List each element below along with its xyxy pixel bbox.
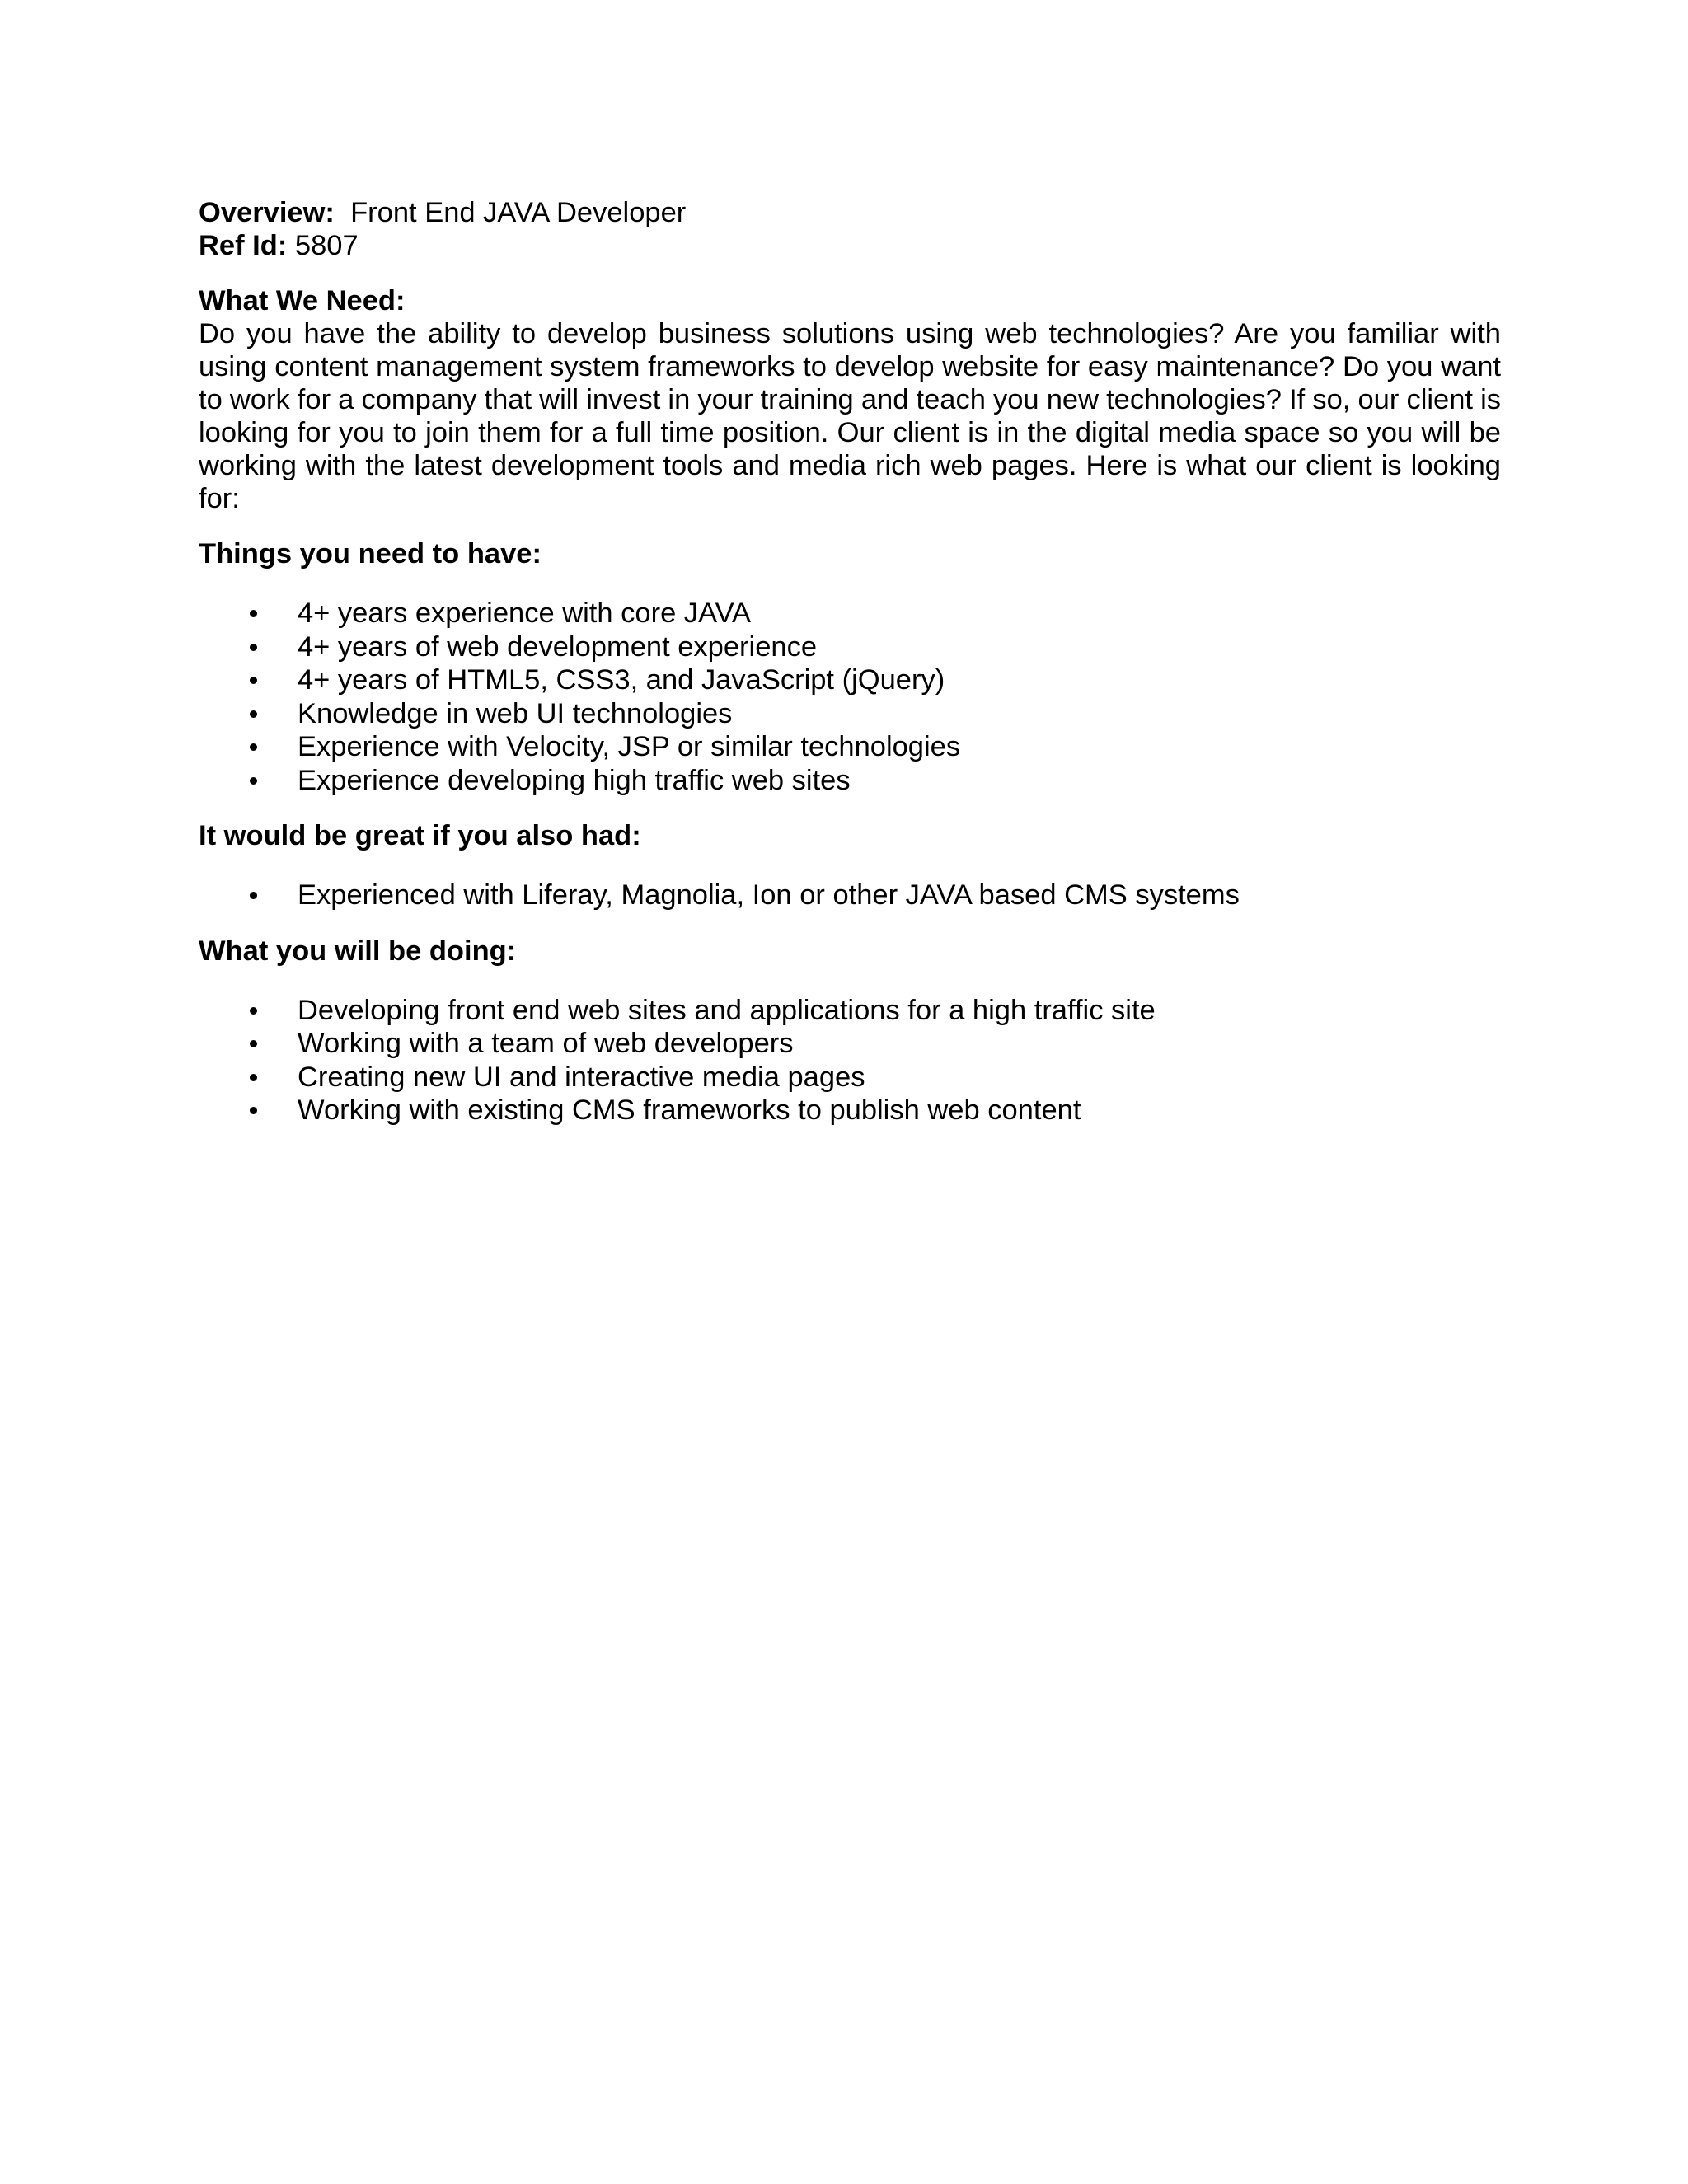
list-item: Working with existing CMS frameworks to publish web content [199,1094,1501,1127]
bullet-icon [250,777,257,785]
have-list [199,597,1501,797]
doing-list [199,994,1501,1127]
ref-line [199,229,1501,262]
list-item: Experience developing high traffic web sites [199,764,1501,798]
bullet-icon [250,677,257,684]
overview-label: Overview: [199,197,335,228]
bullet-icon [250,644,257,651]
bullet-icon [250,743,257,751]
have-heading: Things you need to have: [199,538,542,569]
great-list [199,879,1501,912]
overview-line [199,196,1501,229]
list-item: 4+ years of HTML5, CSS3, and JavaScript (jQuery) [199,663,1501,697]
bullet-icon [250,1040,257,1047]
list-item: 4+ years of web development experience [199,630,1501,664]
ref-value: 5807 [294,230,359,261]
overview-value: Front End JAVA Developer [350,197,687,228]
bullet-icon [250,892,257,899]
bullet-icon [250,610,257,617]
list-item: 4+ years experience with core JAVA [199,597,1501,630]
doing-heading: What you will be doing: [199,935,517,967]
list-item: Developing front end web sites and applications for a high traffic site [199,994,1501,1028]
need-paragraph: Do you have the ability to develop business solutions using web technologies? Are you familiar with using content management system frameworks to develop website for easy maintenance? Do you want to work for a company that will invest in your training and teach you new technologies? If so, our client is looking for you to join them for a full time position. Our client is in the digital media space so you will be working with the latest development tools and media rich web pages. Here is what our client is looking for: [199,318,1501,514]
list-item: Experienced with Liferay, Magnolia, Ion or other JAVA based CMS systems [199,879,1501,912]
list-item: Knowledge in web UI technologies [199,697,1501,731]
bullet-icon [250,710,257,718]
bullet-icon [250,1007,257,1015]
need-heading: What We Need: [199,285,406,316]
list-item: Creating new UI and interactive media pages [199,1061,1501,1094]
list-item: Working with a team of web developers [199,1027,1501,1061]
bullet-icon [250,1074,257,1081]
bullet-icon [250,1107,257,1114]
list-item: Experience with Velocity, JSP or similar technologies [199,730,1501,764]
document-body [199,196,1501,1127]
great-heading: It would be great if you also had: [199,820,641,851]
ref-label: Ref Id: [199,230,288,261]
